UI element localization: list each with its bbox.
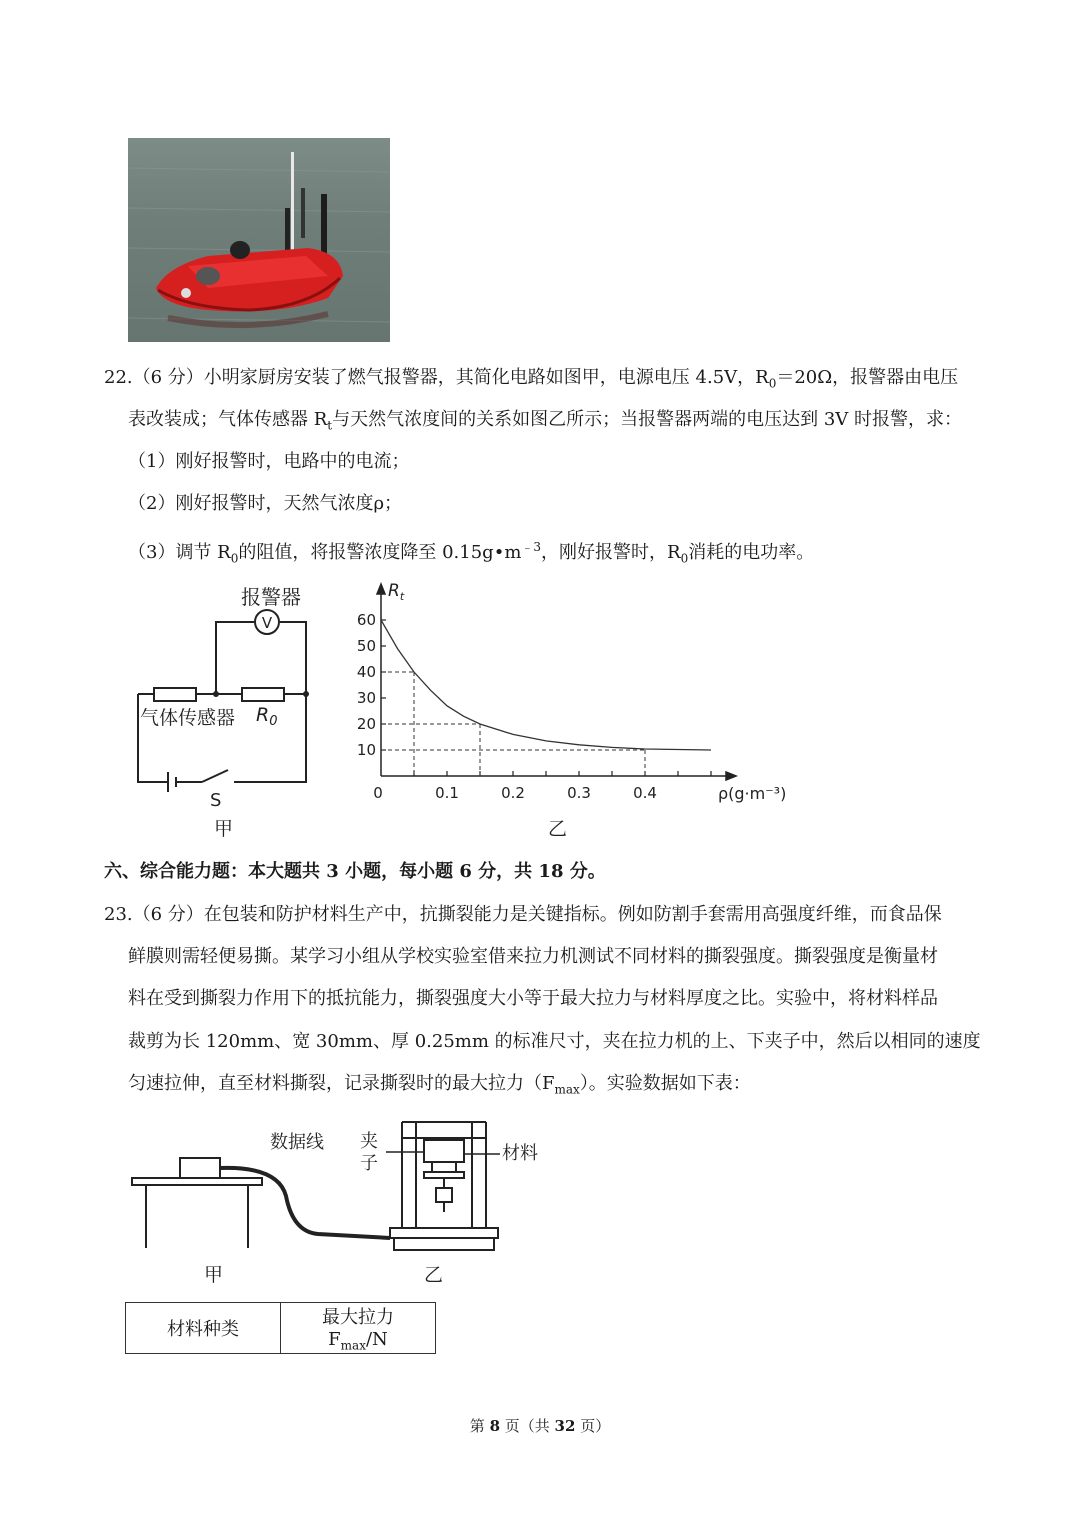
data-line-label: 数据线	[270, 1132, 324, 1153]
tensile-test-diagram	[128, 1116, 548, 1291]
computer-box	[180, 1158, 220, 1178]
rt-curve	[381, 620, 711, 750]
sensor-resistor	[154, 688, 196, 701]
fig-label-jia-2: 甲	[204, 1264, 224, 1286]
x-tick-label: 0.2	[501, 784, 525, 802]
switch-label: S	[210, 790, 222, 811]
q23-line2: 鲜膜则需轻便易撕。某学习小组从学校实验室借来拉力机测试不同材料的撕裂强度。撕裂强度是衡量材	[128, 946, 938, 967]
y-tick-label: 10	[356, 741, 376, 759]
section-6-heading: 六、综合能力题：本大题共 3 小题，每小题 6 分，共 18 分。	[104, 861, 606, 882]
q22-line2: 表改装成；气体传感器 $R_t$与天然气浓度间的关系如图乙所示；当报警器两端的电压达到 3V 时报警，求：	[128, 409, 963, 433]
q23-line4: 裁剪为长 120mm、宽 30mm、厚 0.25mm 的标准尺寸，夹在拉力机的上、下夹子中，然后以相同的速度	[128, 1031, 981, 1052]
q22-item1: （1）刚好报警时，电路中的电流；	[128, 451, 410, 472]
y-tick-label: 50	[356, 637, 376, 655]
clamp-label-1: 夹	[360, 1131, 378, 1152]
r0-label: $R_0$	[256, 704, 278, 729]
x-axis-title: ρ(g·m⁻³)	[718, 784, 787, 803]
fig-label-yi: 乙	[548, 818, 568, 840]
table-top	[132, 1178, 262, 1185]
circuit-diagram	[128, 578, 338, 843]
clamp-label-2: 子	[360, 1153, 378, 1174]
q23-line1: 23.（6 分）在包装和防护材料生产中，抗撕裂能力是关键指标。例如防割手套需用高强度纤维，而食品保	[104, 904, 942, 925]
y-tick-label: 60	[356, 611, 376, 629]
sensor-label: 气体传感器	[140, 707, 236, 729]
x-tick-label: 0.3	[567, 784, 591, 802]
x-tick-label: 0	[373, 784, 383, 802]
x-tick-label: 0.1	[435, 784, 459, 802]
table-header-material: 材料种类	[126, 1303, 281, 1354]
rt-rho-chart	[348, 576, 798, 846]
table-row	[126, 1303, 436, 1354]
material-table	[125, 1302, 436, 1354]
material-label: 材料	[502, 1143, 538, 1164]
voltmeter-label: V	[261, 614, 273, 632]
boat-photo	[128, 138, 390, 342]
table-header-fmax: 最大拉力 $F_{max}/N$	[281, 1303, 436, 1354]
alarm-label: 报警器	[241, 585, 301, 609]
x-arrow	[726, 772, 736, 780]
q22-item3: （3）调节 $R_0$的阻值，将报警浓度降至 $0.15g•m^{﹣3}$，刚好报警时，$R_0$消耗的电功率。	[128, 540, 815, 566]
y-tick-label: 40	[356, 663, 376, 681]
q23-line3: 料在受到撕裂力作用下的抵抗能力，撕裂强度大小等于最大拉力与材料厚度之比。实验中，将材料样品	[128, 988, 938, 1009]
y-arrow	[377, 584, 385, 594]
fig-label-yi-2: 乙	[424, 1264, 444, 1286]
y-axis-title: $R_t$	[388, 581, 405, 603]
x-tick-label: 0.4	[633, 784, 657, 802]
y-tick-label: 20	[356, 715, 376, 733]
y-tick-label: 30	[356, 689, 376, 707]
r0-resistor	[242, 688, 284, 701]
fig-label-jia: 甲	[214, 818, 234, 840]
q23-line5: 匀速拉伸，直至材料撕裂，记录撕裂时的最大拉力$(F_{max})$。实验数据如下表：	[128, 1073, 751, 1097]
page-footer: 第 8 页（共 32 页）	[469, 1417, 611, 1435]
q22-item2: （2）刚好报警时，天然气浓度ρ；	[128, 493, 403, 514]
q22-line1: 22.（6 分）小明家厨房安装了燃气报警器，其简化电路如图甲，电源电压 4.5V，$R_0=20\Omega$，报警器由电压	[104, 367, 959, 391]
